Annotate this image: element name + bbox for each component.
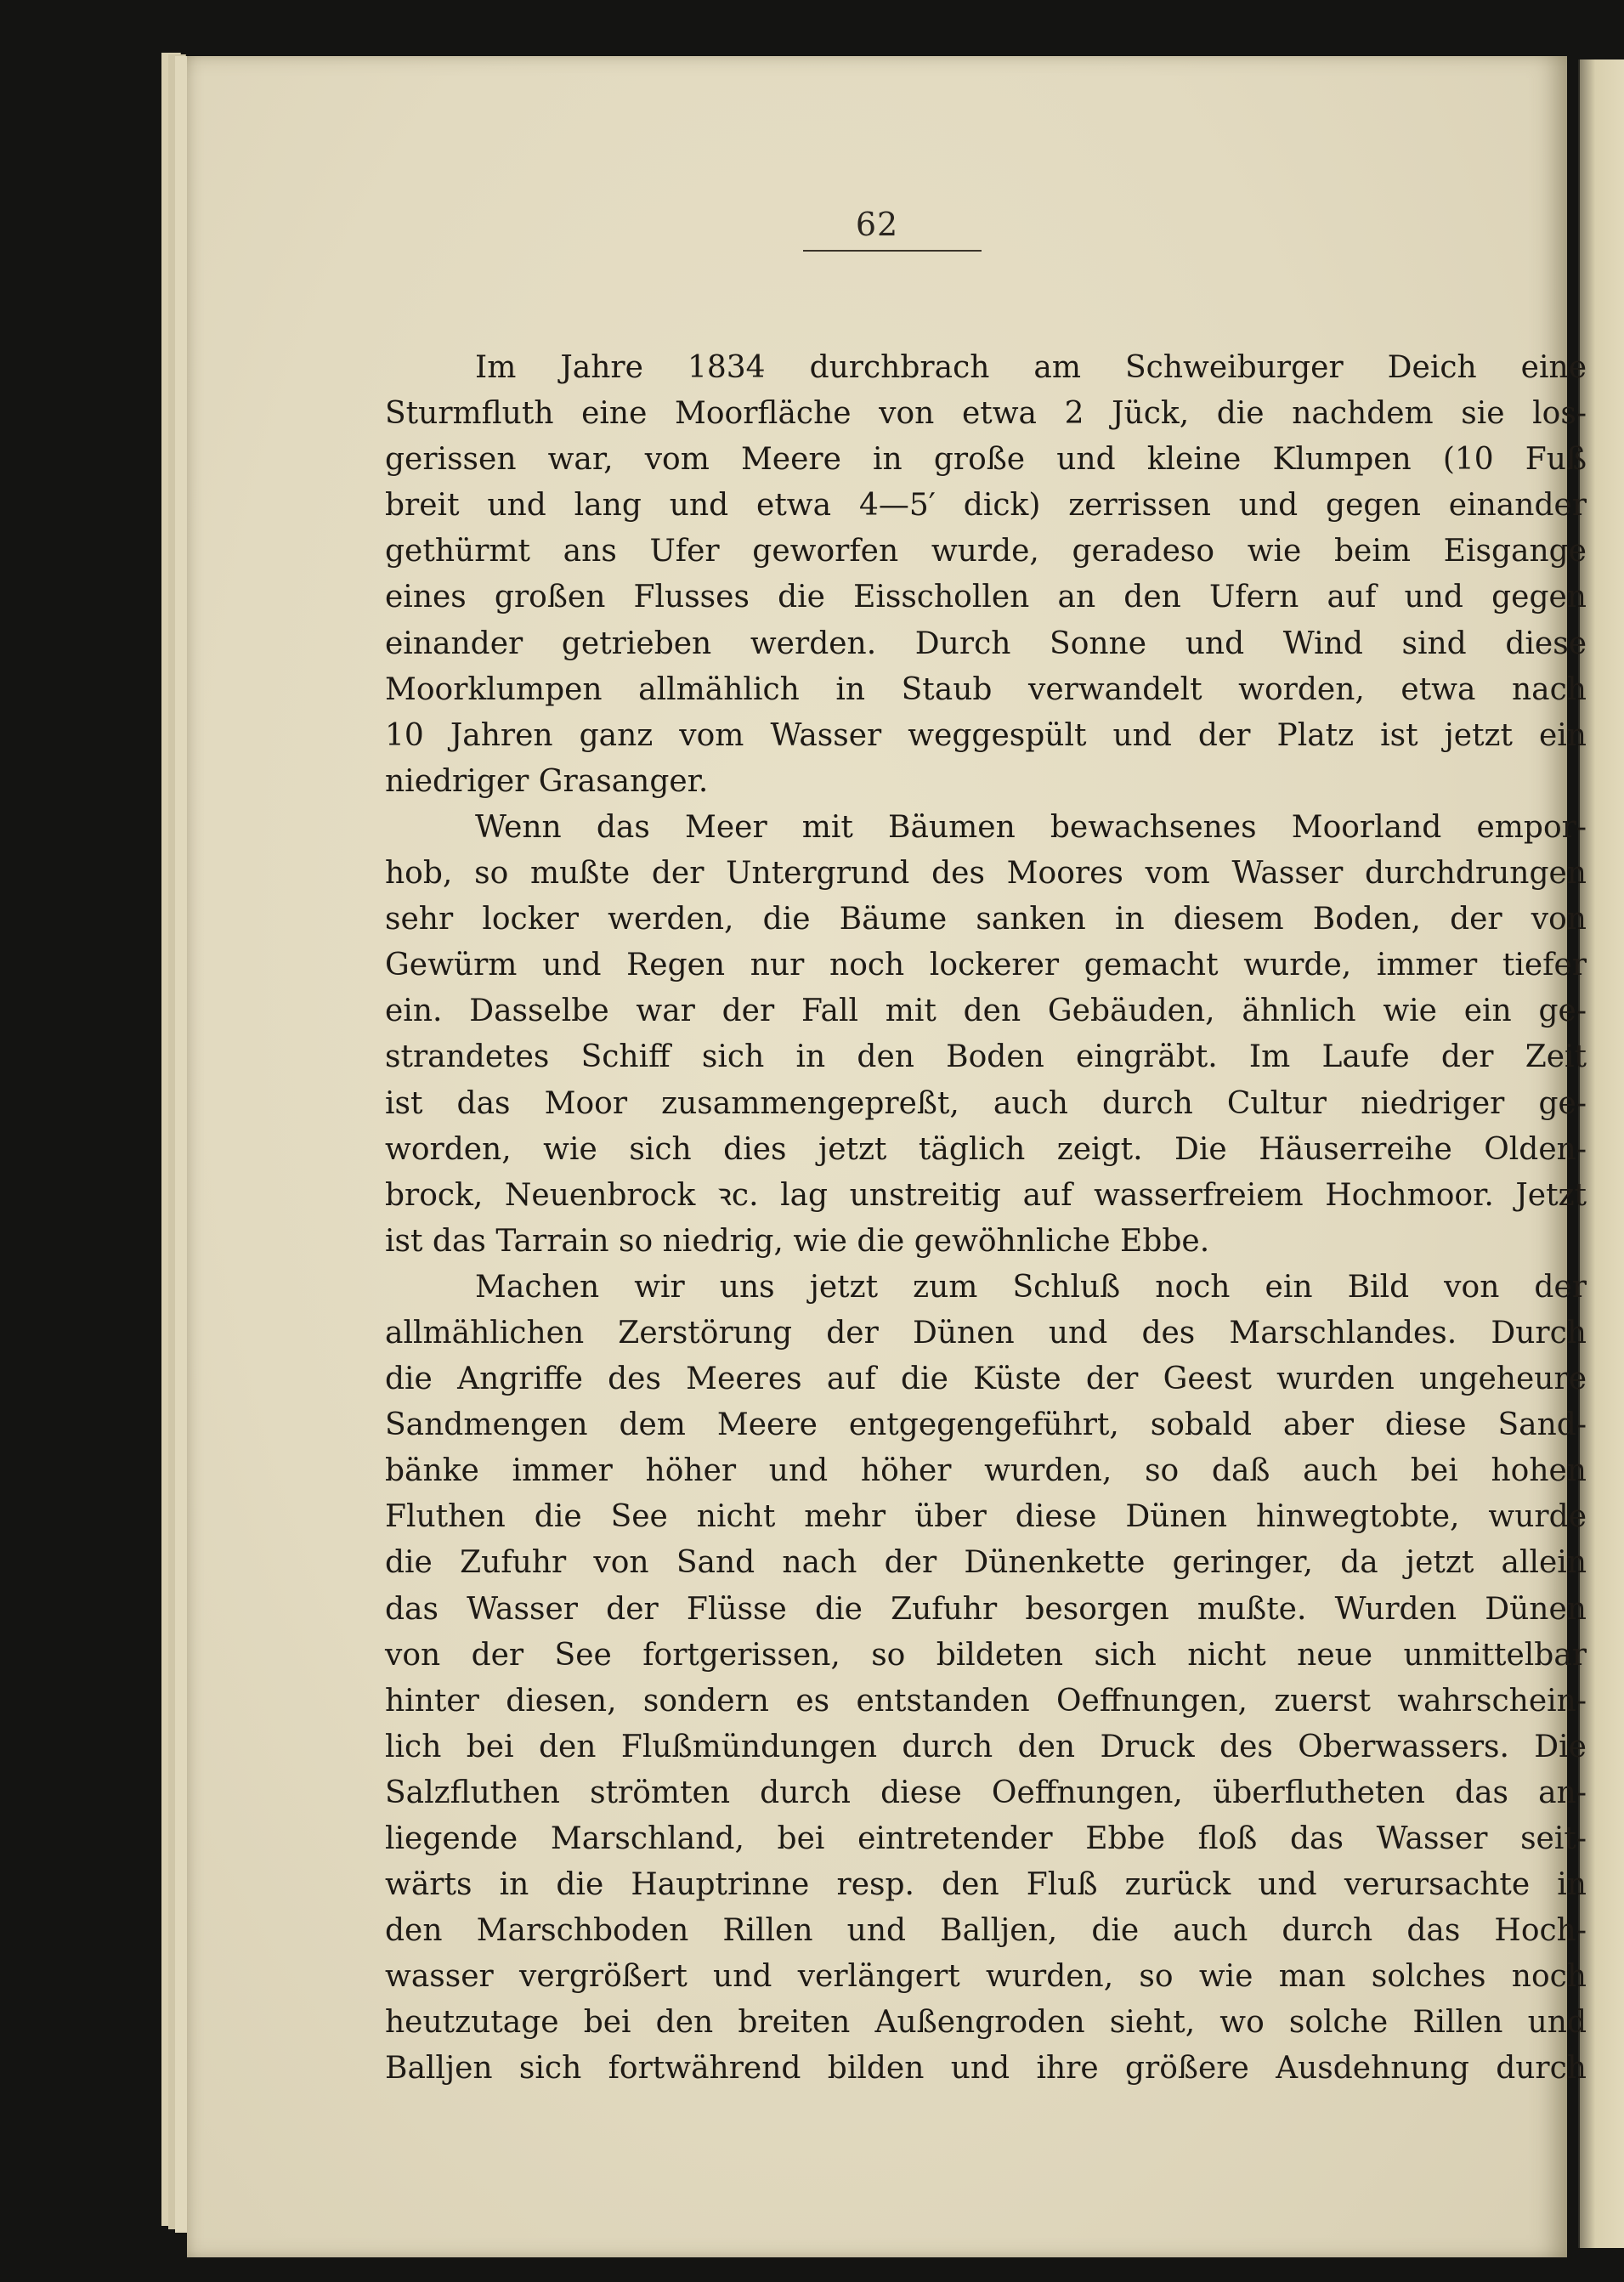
- text-line: einander getrieben werden. Durch Sonne und Wind sind diese: [385, 626, 1587, 661]
- text-line: ist das Tarrain so niedrig, wie die gewöhnliche Ebbe.: [385, 1223, 1210, 1259]
- text-line: Wenn das Meer mit Bäumen bewachsenes Moorland empor-: [475, 809, 1587, 845]
- text-line: Gewürm und Regen nur noch lockerer gemacht wurde, immer tiefer: [385, 948, 1587, 983]
- text-line: niedriger Grasanger.: [385, 763, 709, 799]
- text-line: Balljen sich fortwährend bilden und ihre größere Ausdehnung durch: [385, 2051, 1587, 2087]
- text-line: hinter diesen, sondern es entstanden Oeffnungen, zuerst wahrschein-: [385, 1683, 1587, 1719]
- text-line: ein. Dasselbe war der Fall mit den Gebäuden, ähnlich wie ein ge-: [385, 994, 1587, 1029]
- text-line: ist das Moor zusammengepreßt, auch durch Cultur niedriger ge-: [385, 1085, 1587, 1121]
- text-line: Salzfluthen strömten durch diese Oeffnungen, überflutheten das an-: [385, 1775, 1587, 1810]
- text-line: worden, wie sich dies jetzt täglich zeigt. Die Häuserreihe Olden-: [385, 1131, 1587, 1167]
- text-line: die Angriffe des Meeres auf die Küste der Geest wurden ungeheure: [385, 1362, 1587, 1397]
- text-line: den Marschboden Rillen und Balljen, die auch durch das Hoch-: [385, 1913, 1587, 1949]
- text-line: wärts in die Hauptrinne resp. den Fluß zurück und verursachte in: [385, 1867, 1587, 1903]
- text-line: eines großen Flusses die Eisschollen an den Ufern auf und gegen: [385, 580, 1587, 615]
- page-number: 62: [855, 206, 899, 243]
- text-line: lich bei den Flußmündungen durch den Druck des Oberwassers. Die: [385, 1729, 1587, 1764]
- text-line: Fluthen die See nicht mehr über diese Dünen hinwegtobte, wurde: [385, 1499, 1587, 1535]
- text-line: 10 Jahren ganz vom Wasser weggespült und der Platz ist jetzt ein: [385, 717, 1587, 753]
- text-line: Machen wir uns jetzt zum Schluß noch ein Bild von der: [475, 1269, 1587, 1305]
- text-line: breit und lang und etwa 4—5′ dick) zerrissen und gegen einander: [385, 488, 1587, 524]
- text-line: sehr locker werden, die Bäume sanken in diesem Boden, der von: [385, 902, 1587, 937]
- text-line: bänke immer höher und höher wurden, so daß auch bei hohen: [385, 1453, 1587, 1489]
- text-line: von der See fortgerissen, so bildeten sich nicht neue unmittelbar: [385, 1637, 1587, 1673]
- text-line: die Zufuhr von Sand nach der Dünenkette geringer, da jetzt allein: [385, 1545, 1587, 1581]
- text-line: Sturmfluth eine Moorfläche von etwa 2 Jück, die nachdem sie los-: [385, 396, 1587, 432]
- text-line: Im Jahre 1834 durchbrach am Schweiburger Deich eine: [475, 350, 1587, 385]
- body-text: [385, 345, 1587, 2092]
- text-line: gerissen war, vom Meere in große und kleine Klumpen (10 Fuß: [385, 442, 1587, 478]
- text-line: allmählichen Zerstörung der Dünen und des Marschlandes. Durch: [385, 1315, 1587, 1351]
- text-line: liegende Marschland, bei eintretender Ebbe floß das Wasser seit-: [385, 1821, 1587, 1856]
- text-line: Sandmengen dem Meere entgegengeführt, sobald aber diese Sand-: [385, 1407, 1587, 1443]
- text-line: Moorklumpen allmählich in Staub verwandelt worden, etwa nach: [385, 671, 1587, 707]
- text-line: heutzutage bei den breiten Außengroden sieht, wo solche Rillen und: [385, 2005, 1587, 2041]
- text-line: hob, so mußte der Untergrund des Moores vom Wasser durchdrungen: [385, 856, 1587, 892]
- header-rule: [803, 250, 982, 252]
- book-page: [187, 56, 1587, 2257]
- text-line: das Wasser der Flüsse die Zufuhr besorgen mußte. Wurden Dünen: [385, 1591, 1587, 1627]
- text-line: strandetes Schiff sich in den Boden eingräbt. Im Laufe der Zeit: [385, 1039, 1587, 1075]
- text-line: gethürmt ans Ufer geworfen wurde, geradeso wie beim Eisgange: [385, 534, 1587, 569]
- text-line: brock, Neuenbrock ꝛc. lag unstreitig auf wasserfreiem Hochmoor. Jetzt: [385, 1177, 1587, 1213]
- text-line: wasser vergrößert und verlängert wurden, so wie man solches noch: [385, 1959, 1587, 1995]
